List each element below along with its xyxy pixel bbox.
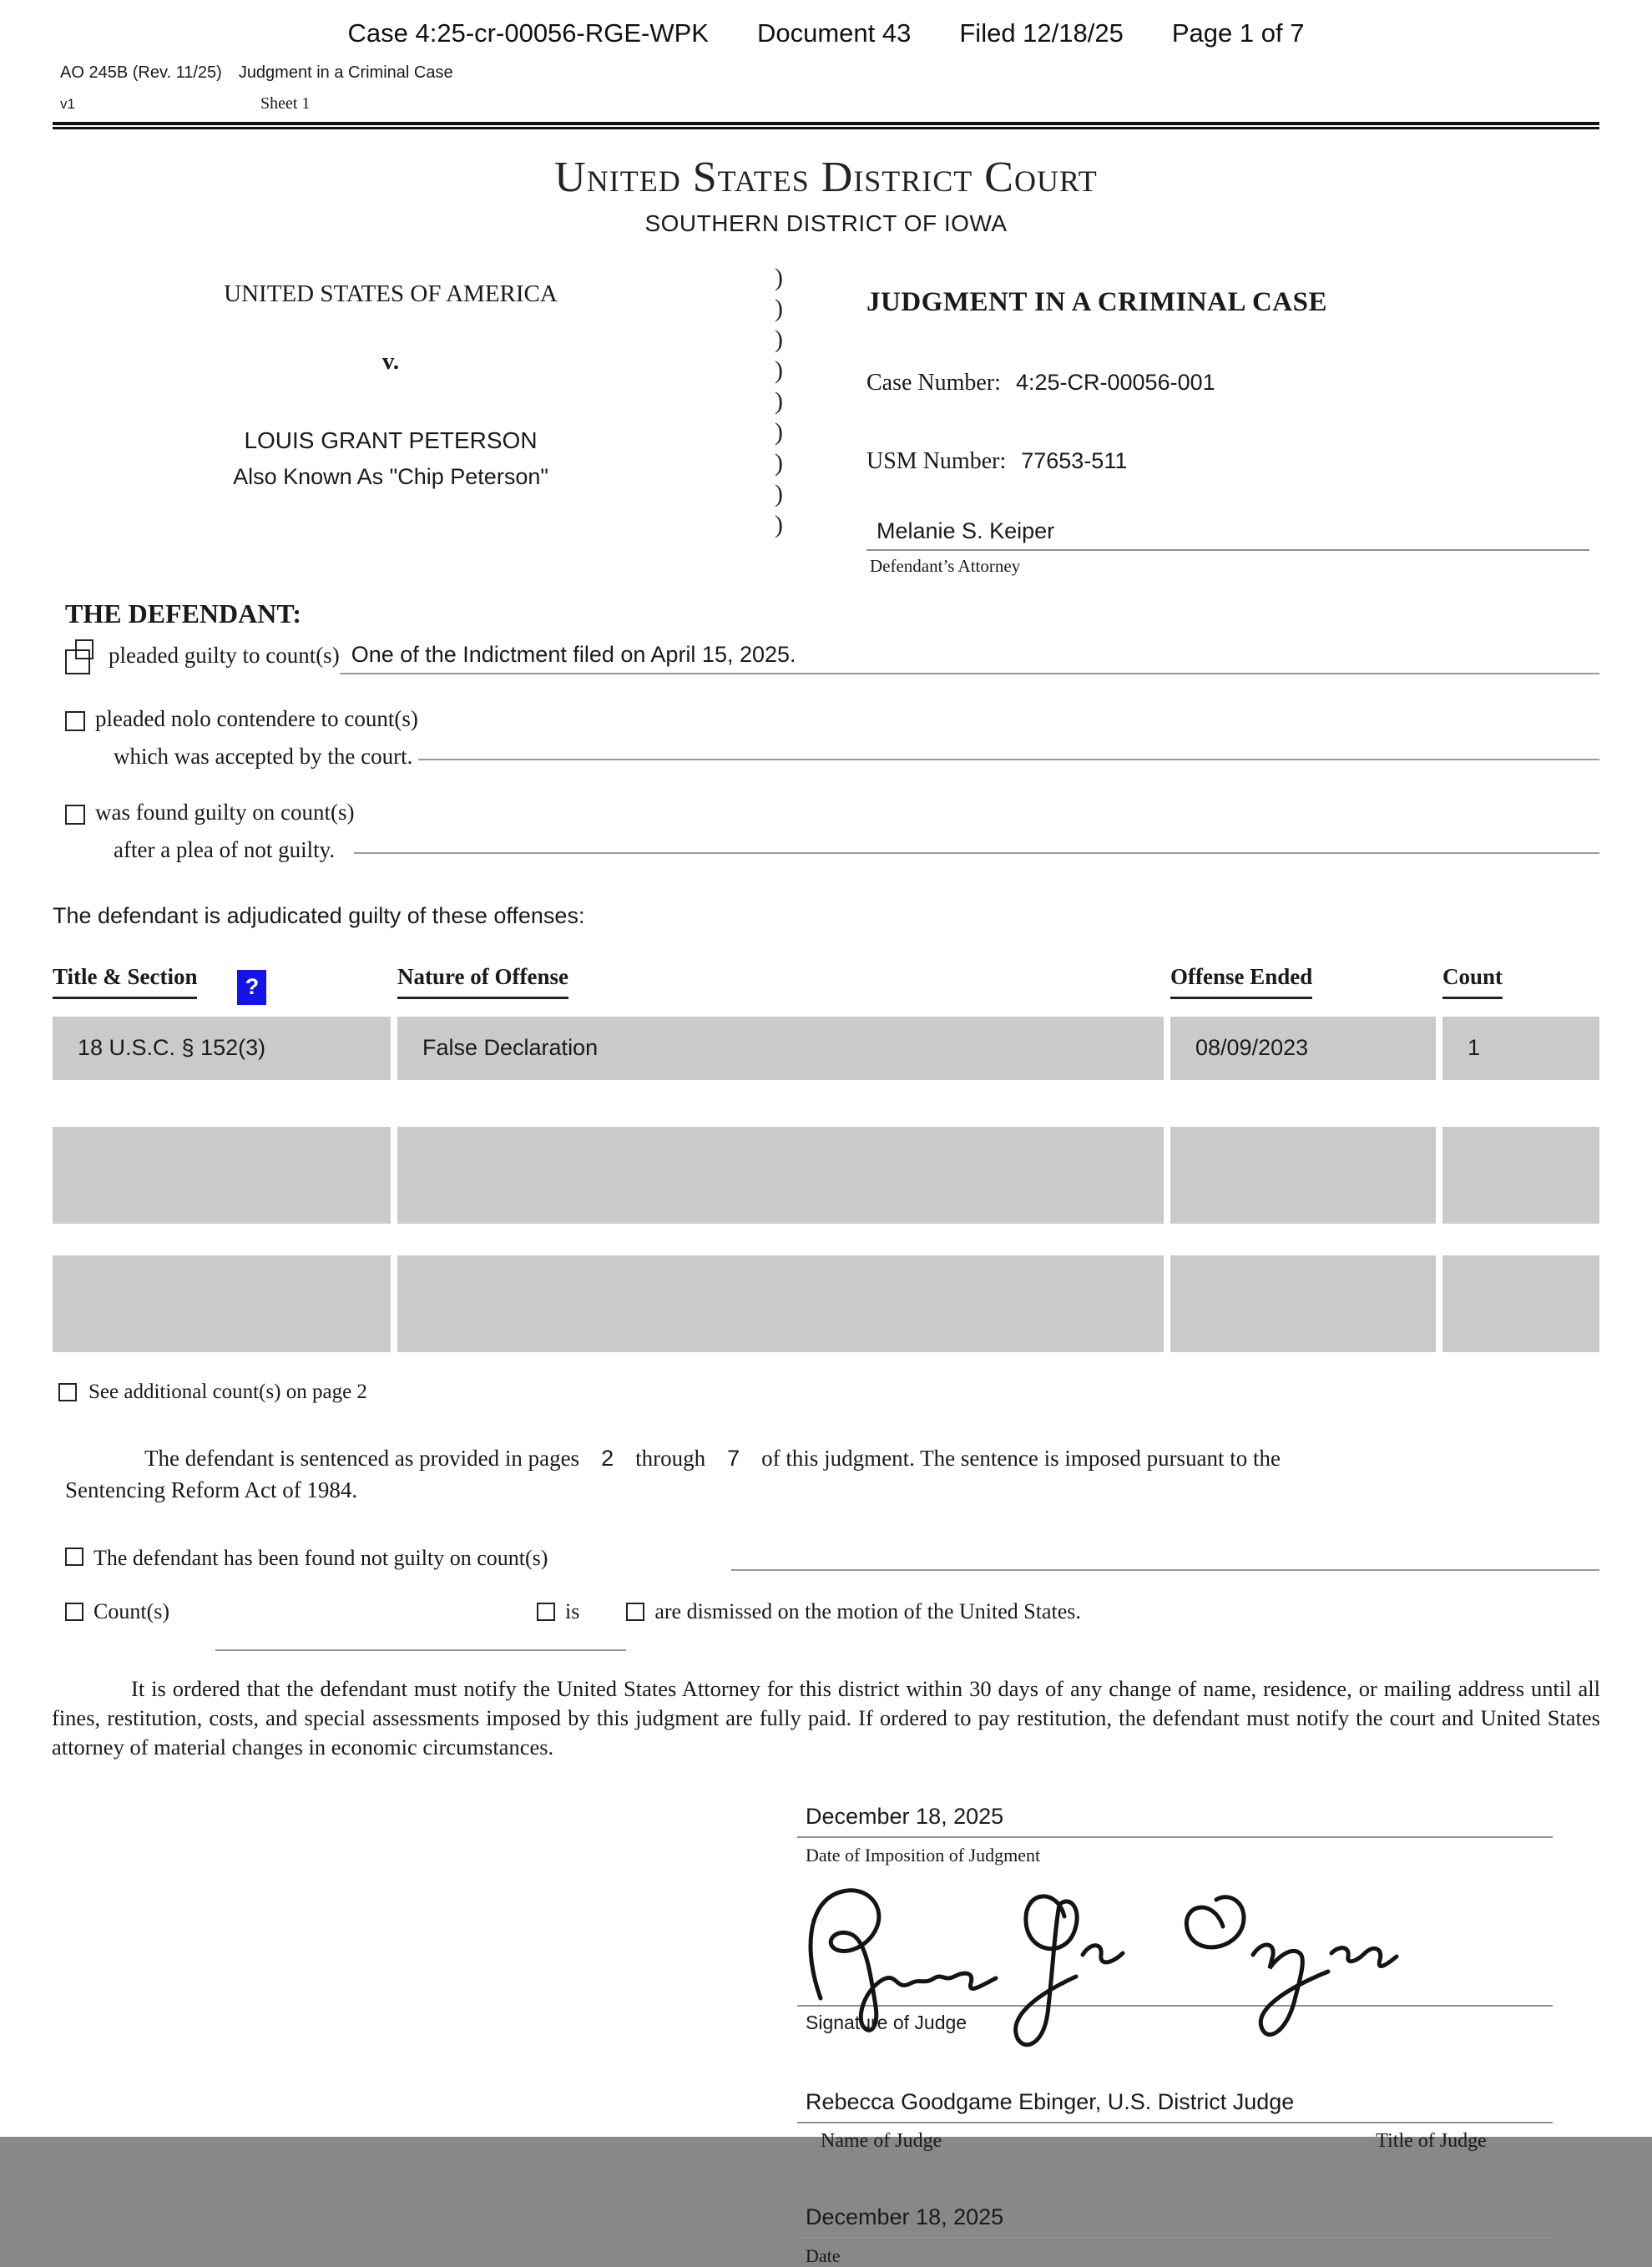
found-guilty-label-line1: was found guilty on count(s) xyxy=(95,800,355,825)
see-additional-row xyxy=(58,1381,1652,1404)
judgment-info-column xyxy=(829,262,1599,577)
versus-label: v. xyxy=(381,348,400,375)
nolo-value-line xyxy=(418,754,1599,760)
order-paragraph: It is ordered that the defendant must notify the United States Attorney for this district within 30 days of any change of name, residence, or mailing address until all fines, restitution, costs, and special assessments imposed by this judgment are fully paid. If ordered to pay restitution, the defendant must notify the court and United States attorney of material changes in economic circumstances. xyxy=(52,1675,1600,1760)
imposition-block xyxy=(797,1804,1553,1866)
party-left-column xyxy=(53,262,729,577)
signature-of-judge-label: Signature of Judge xyxy=(806,2011,967,2033)
bracket-glyph: ) xyxy=(775,356,783,384)
sheet-line xyxy=(60,94,1652,114)
signature-area xyxy=(797,1873,1553,2052)
sentence-paragraph xyxy=(65,1442,1587,1506)
judge-name-block xyxy=(797,2089,1553,2153)
judgment-date-underline xyxy=(797,2237,1553,2239)
is-checkbox[interactable] xyxy=(537,1603,555,1621)
header-title-section xyxy=(53,964,391,1005)
nature-header-text: Nature of Offense xyxy=(397,964,568,999)
judgment-date-block xyxy=(797,2204,1553,2267)
pages-from-value: 2 xyxy=(601,1445,614,1471)
empty-cell xyxy=(397,1255,1164,1352)
bracket-glyph: ) xyxy=(775,326,783,353)
nolo-label xyxy=(85,706,418,770)
offense-nature-cell: False Declaration xyxy=(397,1017,1164,1080)
empty-cell xyxy=(53,1255,391,1352)
empty-cell xyxy=(1170,1255,1436,1352)
sentence-part2: of this judgment. The sentence is imposed pursuant to the xyxy=(761,1445,1281,1471)
nolo-checkbox[interactable] xyxy=(65,711,85,731)
found-guilty-value-line xyxy=(354,847,1599,854)
empty-cell xyxy=(1442,1127,1599,1224)
offense-ended-cell: 08/09/2023 xyxy=(1170,1017,1436,1080)
date-label: Date xyxy=(806,2244,841,2266)
case-number-label: Case Number: xyxy=(866,370,1001,396)
empty-cell xyxy=(1442,1255,1599,1352)
form-version: v1 xyxy=(60,96,75,112)
offense-table-header-row xyxy=(53,964,1599,1005)
sentence-part1: The defendant is sentenced as provided in pages xyxy=(144,1445,580,1471)
judge-name-title: Rebecca Goodgame Ebinger, U.S. District Judge xyxy=(806,2088,1295,2114)
not-guilty-fill-line xyxy=(731,1542,1599,1571)
found-guilty-row xyxy=(65,800,1599,863)
imposition-date-value: December 18, 2025 xyxy=(806,1803,1004,1829)
judge-name-underline xyxy=(797,2122,1553,2123)
header-count xyxy=(1442,964,1599,1005)
offense-row-empty xyxy=(53,1127,1599,1224)
title-section-header-text: Title & Section xyxy=(53,964,197,999)
usm-number-row xyxy=(866,448,1599,475)
counts-checkbox[interactable] xyxy=(65,1603,83,1621)
court-title: United States District Court xyxy=(554,154,1098,201)
attorney-label: Defendant’s Attorney xyxy=(870,556,1021,576)
judgment-date-value: December 18, 2025 xyxy=(806,2204,1004,2229)
filed-date-text: Filed 12/18/25 xyxy=(959,18,1124,48)
nolo-label-line1: pleaded nolo contendere to count(s) xyxy=(95,706,418,731)
signature-column xyxy=(797,1804,1553,2267)
not-guilty-label: The defendant has been found not guilty on count(s) xyxy=(93,1545,548,1570)
offense-row-empty xyxy=(53,1255,1599,1352)
ended-header-text: Offense Ended xyxy=(1170,964,1312,999)
counts-dismissed-row xyxy=(65,1599,1599,1624)
pleaded-guilty-label: pleaded guilty to count(s) xyxy=(109,642,340,668)
offense-title-cell: 18 U.S.C. § 152(3) xyxy=(53,1017,391,1080)
form-title: Judgment in a Criminal Case xyxy=(238,63,453,82)
form-id: AO 245B (Rev. 11/25) xyxy=(60,63,222,82)
through-label: through xyxy=(635,1445,706,1471)
counts-fill-line xyxy=(215,1649,626,1651)
court-district: SOUTHERN DISTRICT OF IOWA xyxy=(644,210,1008,236)
nolo-row xyxy=(65,706,1599,770)
name-of-judge-label: Name of Judge xyxy=(821,2129,942,2152)
is-label: is xyxy=(565,1598,580,1623)
see-additional-label: See additional count(s) on page 2 xyxy=(88,1380,367,1403)
judge-labels-row xyxy=(797,2130,1553,2153)
empty-cell xyxy=(397,1127,1164,1224)
bracket-glyph: ) xyxy=(775,295,783,322)
are-dismissed-checkbox[interactable] xyxy=(626,1603,644,1621)
judgment-heading: JUDGMENT IN A CRIMINAL CASE xyxy=(866,287,1327,317)
attorney-underline xyxy=(866,549,1589,551)
header-divider xyxy=(53,122,1599,129)
bracket-glyph: ) xyxy=(775,511,783,538)
offense-row xyxy=(53,1017,1599,1080)
attorney-name: Melanie S. Keiper xyxy=(877,518,1055,543)
form-id-line xyxy=(60,63,1652,83)
defendant-name: LOUIS GRANT PETERSON xyxy=(244,427,538,453)
found-guilty-label xyxy=(85,800,354,863)
empty-cell xyxy=(53,1127,391,1224)
bracket-glyph: ) xyxy=(775,264,783,291)
pleaded-guilty-row xyxy=(65,636,1599,674)
bracket-column xyxy=(729,262,829,577)
attorney-block xyxy=(866,518,1599,577)
defendant-section-heading: THE DEFENDANT: xyxy=(65,598,301,629)
case-number-row xyxy=(866,370,1599,396)
are-dismissed-label: are dismissed on the motion of the United States. xyxy=(654,1598,1081,1623)
sheet-label: Sheet 1 xyxy=(260,94,311,113)
title-of-judge-label: Title of Judge xyxy=(1376,2129,1487,2152)
usm-number-value: 77653-511 xyxy=(1021,448,1128,473)
pleaded-guilty-value-line xyxy=(340,642,1599,674)
offense-count-cell: 1 xyxy=(1442,1017,1599,1080)
imposition-underline xyxy=(797,1836,1553,1838)
case-number-text: Case 4:25-cr-00056-RGE-WPK xyxy=(347,18,709,48)
help-icon[interactable]: ? xyxy=(237,970,266,1005)
not-guilty-checkbox[interactable] xyxy=(65,1548,83,1566)
imposition-label: Date of Imposition of Judgment xyxy=(806,1844,1041,1866)
bracket-glyph: ) xyxy=(775,418,783,446)
sentence-part3: Sentencing Reform Act of 1984. xyxy=(65,1477,358,1502)
offense-table xyxy=(53,964,1599,1352)
adjudicated-intro: The defendant is adjudicated guilty of these offenses: xyxy=(53,903,585,928)
header-nature-of-offense xyxy=(397,964,1164,1005)
bracket-glyph: ) xyxy=(775,480,783,507)
bracket-glyph: ) xyxy=(775,387,783,415)
case-header-line xyxy=(0,0,1652,48)
case-number-value: 4:25-CR-00056-001 xyxy=(1015,370,1215,395)
header-offense-ended xyxy=(1170,964,1436,1005)
parties-section xyxy=(53,262,1599,577)
not-guilty-row xyxy=(65,1542,1599,1571)
document-number-text: Document 43 xyxy=(756,18,912,48)
bracket-glyph: ) xyxy=(775,449,783,477)
checkbox-square-icon xyxy=(75,639,93,659)
plaintiff-name: UNITED STATES OF AMERICA xyxy=(224,280,558,307)
counts-label: Count(s) xyxy=(93,1598,169,1623)
page-number-text: Page 1 of 7 xyxy=(1171,18,1305,48)
see-additional-checkbox[interactable] xyxy=(58,1383,77,1401)
empty-cell xyxy=(1170,1127,1436,1224)
found-guilty-checkbox[interactable] xyxy=(65,805,85,825)
count-header-text: Count xyxy=(1442,964,1503,999)
pleaded-guilty-checkbox[interactable] xyxy=(65,636,99,674)
pages-to-value: 7 xyxy=(727,1445,740,1471)
nolo-label-line2: which was accepted by the court. xyxy=(114,744,413,769)
usm-number-label: USM Number: xyxy=(866,448,1007,474)
defendant-alias: Also Known As "Chip Peterson" xyxy=(233,464,548,489)
pleaded-guilty-value: One of the Indictment filed on April 15, 2025. xyxy=(351,642,796,667)
found-guilty-label-line2: after a plea of not guilty. xyxy=(114,837,336,862)
